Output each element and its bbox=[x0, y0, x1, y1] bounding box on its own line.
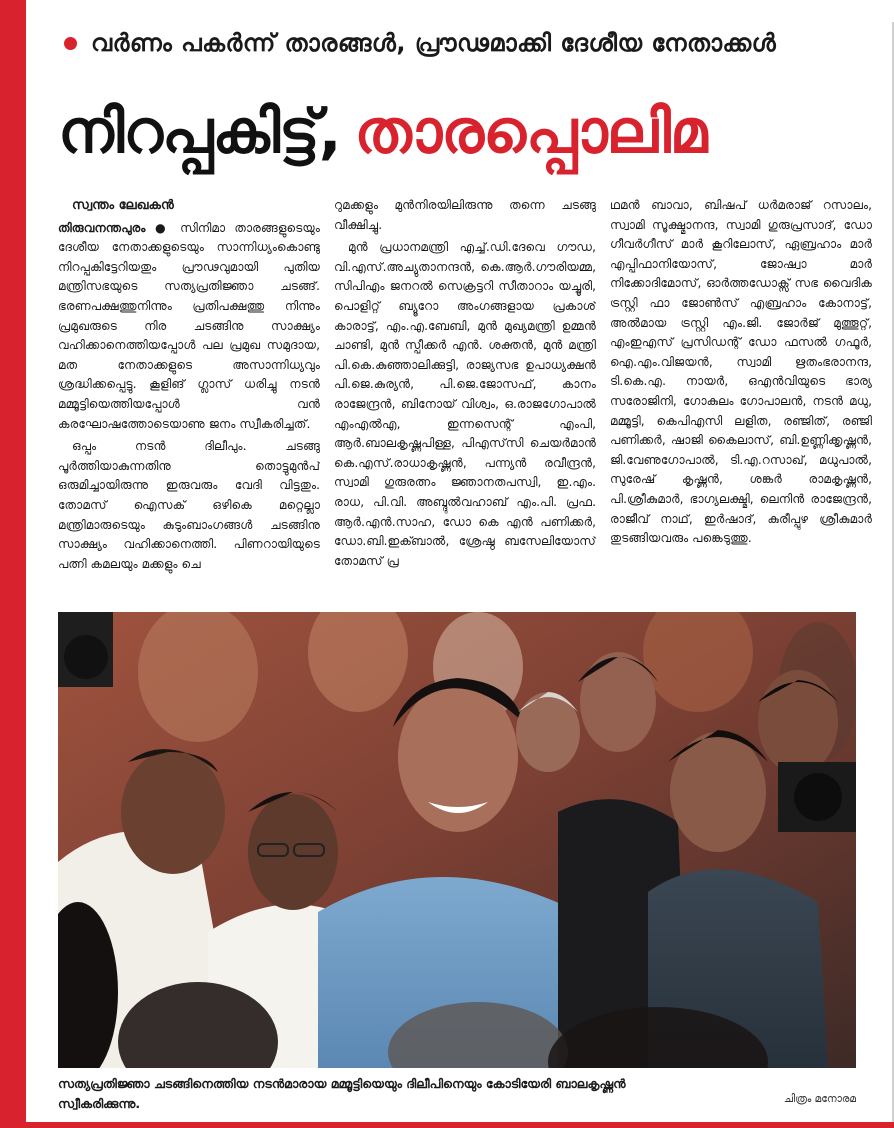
photo-caption: സത്യപ്രതിജ്ഞാ ചടങ്ങിനെത്തിയ നടൻമാരായ മമ്മൂട്ടിയെയും ദിലീപിനെയും കോടിയേരി ബാലകൃഷ്ണൻ സ്വീകരിക്കുന്നു. bbox=[58, 1076, 626, 1111]
article-column-1 bbox=[58, 196, 320, 604]
headline-part1: നിറപ്പകിട്ട്, bbox=[58, 97, 341, 167]
paragraph-text: സിനിമാ താരങ്ങളുടെയും ദേശീയ നേതാക്കളുടെയും സാന്നിധ്യംകൊണ്ടു നിറപ്പകിട്ടേറിയതും പ്രൗഢവുമായി പുതിയ മന്ത്രിസഭയുടെ സത്യപ്രതിജ്ഞാ ചടങ്ങ്. ഭരണപക്ഷത്തുനിന്നും പ്രതിപക്ഷത്തു നിന്നും പ്രമുഖരുടെ നിര ചടങ്ങിനു സാക്ഷ്യം വഹിക്കാനെത്തിയപ്പോൾ പല പ്രമുഖ സമുദായ, മത നേതാക്കളുടെ അസാന്നിധ്യവും ശ്രദ്ധിക്കപ്പെട്ടു. കൂളിങ് ഗ്ലാസ് ധരിച്ചു നടൻ മമ്മൂട്ടിയെത്തിയപ്പോൾ വൻ കരഘോഷത്തോടെയാണു ജനം സ്വീകരിച്ചത്. bbox=[58, 220, 320, 431]
article-column-3 bbox=[610, 196, 872, 604]
left-accent-bar bbox=[0, 0, 26, 1128]
headline bbox=[58, 82, 868, 182]
article-paragraph bbox=[58, 219, 320, 435]
article-paragraph: മുൻ പ്രധാനമന്ത്രി എച്ച്.ഡി.ദേവെ ഗൗഡ, വി.എസ്.അച്യുതാനന്ദൻ, കെ.ആർ.ഗൗരിയമ്മ, സിപിഎം ജനറൽ സെക്രട്ടറി സീതാറാം യച്ചൂരി, പൊളിറ്റ് ബ്യൂറോ അംഗങ്ങളായ പ്രകാശ് കാരാട്ട്, എം.എ.ബേബി, മുൻ മുഖ്യമന്ത്രി ഉമ്മൻ ചാണ്ടി, മുൻ സ്പീക്കർ എൻ. ശക്തൻ, മുൻ മന്ത്രി പി.കെ.കുഞ്ഞാലിക്കുട്ടി, രാജ്യസഭ ഉപാധ്യക്ഷൻ പി.ജെ.കുര്യൻ, പി.ജെ.ജോസഫ്, കാനം രാജേന്ദ്രൻ, ബിനോയ് വിശ്വം, ഒ.രാജഗോപാൽ എംഎൽഎ, ഇന്നസെന്റ് എംപി, ആർ.ബാലകൃഷ്ണപിള്ള, പിഎസ്‌സി ചെയർമാൻ കെ.എസ്.രാധാകൃഷ്ണൻ, പന്ന്യൻ രവീന്ദ്രൻ, സ്വാമി ഗുരുരത്നം ജ്ഞാനതപസ്വി, ഇ.എം. രാധ, പി.വി. അബ്ദുൽവഹാബ് എം.പി. പ്രഫ. ആർ.എൻ.സാഹ, ഡോ കെ എൻ പണിക്കർ, ഡോ.ബി.ഇക്ബാൽ, ശ്രേഷ്ഠ ബസേലിയോസ് തോമസ് പ്ര bbox=[334, 240, 596, 568]
kicker-text: വർണം പകർന്ന് താരങ്ങൾ, പ്രൗഢമാക്കി ദേശീയ നേതാക്കൾ bbox=[91, 29, 777, 57]
kicker bbox=[64, 22, 864, 64]
crowd-photo-illustration bbox=[58, 612, 856, 1068]
article-paragraph: ഥമൻ ബാവാ, ബിഷപ് ധർമരാജ് റസാലം, സ്വാമി സൂക്ഷ്മാനന്ദ, സ്വാമി ഗുരുപ്രസാദ്, ഡോ ഗീവർഗീസ് മാർ കൂറിലോസ്, ഏബ്രഹാം മാർ എപ്പിഫാനിയോസ്, ജോഷ്വാ മാർ നിക്കോദിമോസ്, ഓർത്തഡോക്സ് സഭ വൈദിക ട്രസ്റ്റി ഫാ ജോൺസ് എബ്രഹാം കോനാട്ട്, അൽമായ ട്രസ്റ്റി എം.ജി. ജോർജ് മുത്തൂറ്റ്, എംഇഎസ് പ്രസിഡന്റ് ഡോ ഫസൽ ഗഫൂർ, ഐ.എം.വിജയൻ, സ്വാമി ഋതംഭരാനന്ദ, ടി.കെ.എ. നായർ, ഒഎൻവിയുടെ ഭാര്യ സരോജിനി, ഗോകുലം ഗോപാലൻ, നടൻ മധു, മമ്മൂട്ടി, കെപിഎസി ലളിത, രഞ്ജിത്, രഞ്ജി പണിക്കർ, ഷാജി കൈലാസ്, ബി.ഉണ്ണിക്കൃഷ്ണൻ, ജി.വേണുഗോപാൽ, ടി.എ.റസാഖ്, മധുപാൽ, സുരേഷ് കൃഷ്ണൻ, ശങ്കർ രാമകൃഷ്ണൻ, പി.ശ്രീകുമാർ, ഭാഗ്യലക്ഷ്മി, ലെനിൻ രാജേന്ദ്രൻ, രാജീവ് നാഥ്, ഇർഷാദ്, കുരീപ്പുഴ ശ്രീകുമാർ തുടങ്ങിയവരും പങ്കെടുത്തു. bbox=[610, 198, 872, 546]
headline-part2: താരപ്പൊലിമ bbox=[354, 97, 707, 167]
article-column-2 bbox=[334, 196, 596, 604]
article-paragraph: ഒപ്പം നടൻ ദിലീപും. ചടങ്ങു പൂർത്തിയാകുന്നതിനു തൊട്ടുമുൻപ് ഒരുമിച്ചായിരുന്നു ഇരുവരും വേദി വിട്ടതും. തോമസ് ഐസക് ഒഴികെ മറ്റെല്ലാ മന്ത്രിമാരുടെയും കുടുംബാംഗങ്ങൾ ചടങ്ങിനു സാക്ഷ്യം വഹിക്കാനെത്തി. പിണറായിയുടെ പത്നി കമലയും മക്കളും ചെ bbox=[58, 439, 320, 571]
article-paragraph: റുമക്കളും മുൻനിരയിലിരുന്നു തന്നെ ചടങ്ങു വീക്ഷിച്ചു. bbox=[334, 198, 596, 232]
dateline: തിരുവനന്തപുരം ● bbox=[58, 220, 171, 235]
bottom-accent-bar bbox=[26, 1122, 894, 1128]
news-photo bbox=[58, 612, 856, 1068]
article-body bbox=[58, 196, 872, 604]
byline: സ്വന്തം ലേഖകൻ bbox=[72, 198, 174, 213]
photo-credit: ചിത്രം മനോരമ bbox=[783, 1093, 856, 1105]
bullet-icon bbox=[64, 37, 77, 50]
